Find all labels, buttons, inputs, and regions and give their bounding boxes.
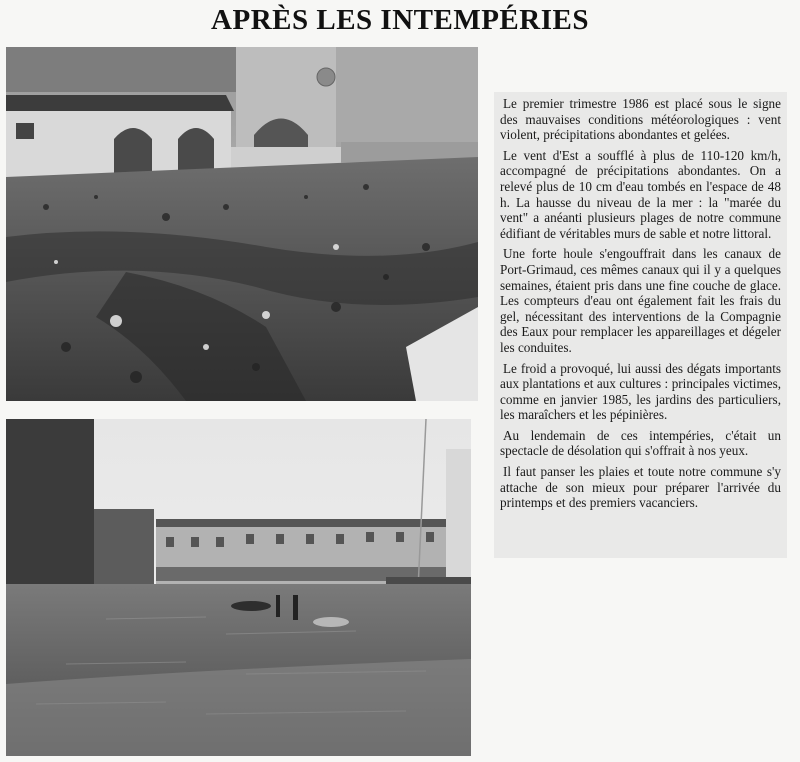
article-paragraph-4: Le froid a provoqué, lui aussi des dégats importants aux plantations et aux cultures : principales victimes, comme en janvier 1985, les jardins des particuliers, les maraîchers et les pépinières. — [500, 360, 781, 423]
page-title: APRÈS LES INTEMPÉRIES — [211, 4, 589, 36]
article-paragraph-1: Le premier trimestre 1986 est placé sous le signe des mauvaises conditions météorologiques : vent violent, précipitations abondantes et gelées. — [500, 96, 781, 143]
article-paragraph-6: Il faut panser les plaies et toute notre commune s'y attache de son mieux pour préparer l'arrivée du printemps et des premiers vacanciers. — [500, 464, 781, 511]
article-paragraph-5: Au lendemain de ces intempéries, c'était un spectacle de désolation qui s'offrait à nos yeux. — [500, 427, 781, 459]
storm-damage-photo — [6, 47, 478, 401]
article-paragraph-2: Le vent d'Est a soufflé à plus de 110-120 km/h, accompagné de précipitations abondantes. On a relevé plus de 10 cm d'eau tombés en l'espace de 48 h. La hausse du niveau de la mer : la "marée du vent" a anéanti plusieurs plages de notre commune édifiant de véritables murs de sable et notre littoral. — [500, 147, 781, 241]
storm-damage-image — [6, 47, 478, 401]
article-paragraph-3: Une forte houle s'engouffrait dans les canaux de Port-Grimaud, ces mêmes canaux qui il y a quelques semaines, étaient pris dans une fine couche de glace. Les compteurs d'eau ont également fait les frais du gel, nécessitant des interventions de la Compagnie des Eaux pour remplacer les appareillages et dégeler les conduites. — [500, 246, 781, 355]
article-text — [494, 92, 787, 558]
flooded-canal-photo — [6, 419, 471, 756]
flooded-canal-image — [6, 419, 471, 756]
